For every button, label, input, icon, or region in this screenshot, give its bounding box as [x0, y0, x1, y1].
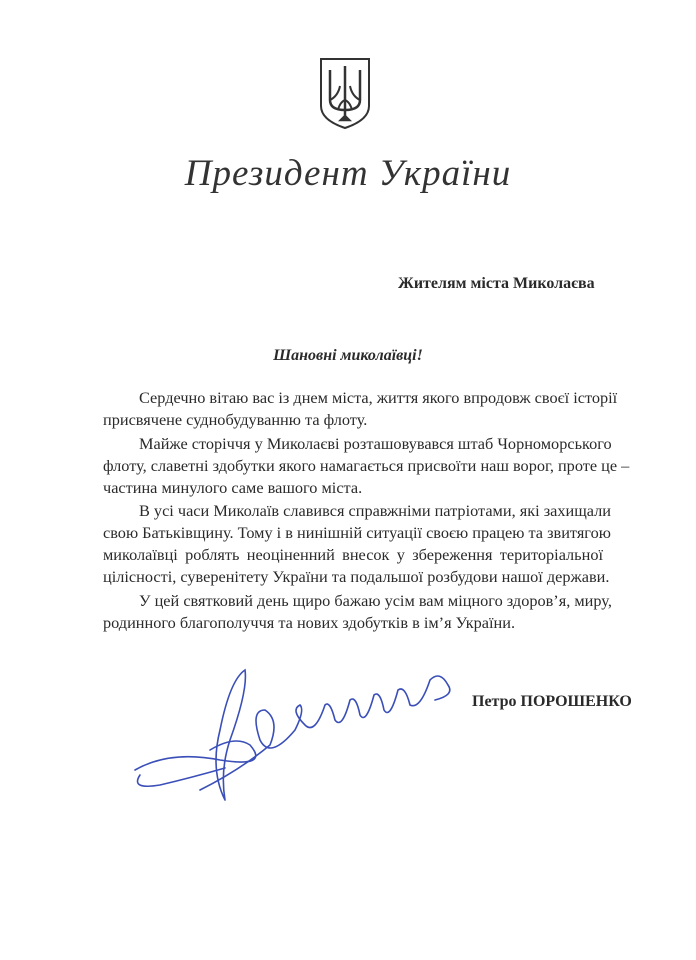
paragraph-line: У цей святковий день щиро бажаю усім вам міцного здоров’я, миру,: [139, 590, 612, 610]
paragraph-line: миколаївці роблять неоціненний внесок у збереження територіальної: [103, 545, 603, 564]
paragraph-line: свою Батьківщину. Тому і в нинішній ситуації своєю працею та звитягою: [103, 523, 611, 542]
signature: [130, 650, 470, 810]
paragraph-line: частина минулого саме вашого міста.: [103, 477, 363, 497]
paragraph: [103, 590, 612, 634]
page-title: Президент України: [184, 153, 512, 194]
paragraph-line: флоту, славетні здобутки якого намагається присвоїти наш ворог, проте це –: [103, 455, 630, 475]
paragraph: [103, 500, 611, 588]
paragraph: [103, 387, 618, 431]
letter-body: [103, 387, 630, 635]
paragraph-line: В усі часи Миколаїв славився справжніми патріотами, які захищали: [139, 501, 611, 520]
paragraph-line: цілісності, суверенітету України та подальшої розбудови нашої держави.: [103, 567, 610, 586]
salutation: Шановні миколаївці!: [273, 347, 423, 364]
addressee: Жителям міста Миколаєва: [398, 275, 595, 292]
paragraph-line: Сердечно вітаю вас із днем міста, життя якого впродовж своєї історії: [139, 388, 618, 407]
paragraph-line: Майже сторіччя у Миколаєві розташовувався штаб Чорноморського: [139, 433, 612, 453]
signer-name: Петро ПОРОШЕНКО: [472, 693, 632, 710]
paragraph-line: родинного благополуччя та нових здобутків в ім’я України.: [103, 612, 516, 632]
trident-coat-of-arms-icon: [318, 56, 372, 130]
paragraph: [103, 433, 630, 499]
paragraph-line: присвячене суднобудуванню та флоту.: [103, 410, 368, 429]
